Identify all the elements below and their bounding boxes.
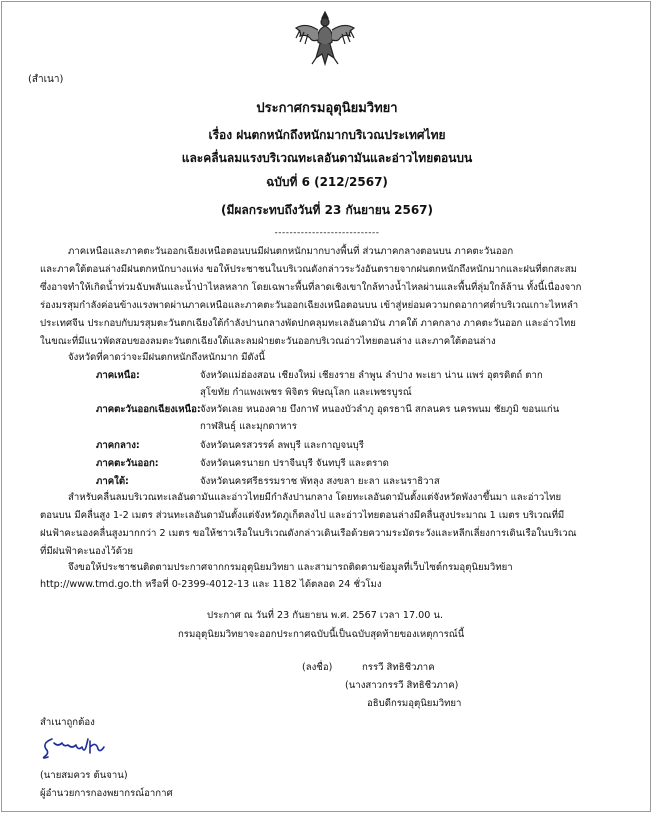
final-announcement-note: กรมอุตุนิยมวิทยาจะออกประกาศฉบับนี้เป็นฉบับสุดท้ายของเหตุการณ์นี้ (178, 629, 465, 640)
announcement-subject-line-1: เรื่อง ฝนตกหนักถึงหนักมากบริเวณประเทศไทย (208, 128, 446, 142)
signed-prefix: (ลงชื่อ) (302, 662, 333, 673)
marine-line-3: ฝนฟ้าคะนองคลื่นสูงมากกว่า 2 เมตร ขอให้ชาวเรือในบริเวณดังกล่าวเดินเรือด้วยความระมัดระวังและหลีกเลี่ยงการเดินเรือในบริเวณ (40, 528, 577, 539)
region-label: ภาคกลาง: (96, 440, 140, 451)
region-provinces: จังหวัดนครศรีธรรมราช พัทลุง สงขลา ยะลา และนราธิวาส (200, 476, 440, 487)
marine-line-2: ตอนบน มีคลื่นสูง 1-2 เมตร ส่วนทะเลอันดามันตั้งแต่จังหวัดภูเก็ตลงไป และอ่าวไทยตอนล่างมีคลื่นสูงประมาณ 1 เมตร บริเวณที่มี (40, 510, 565, 521)
signed-name: กรรวี สิทธิชีวภาค (362, 662, 435, 673)
region-provinces: จังหวัดเลย หนองคาย บึงกาฬ หนองบัวลำภู อุดรธานี สกลนคร นครพนม ชัยภูมิ ขอนแก่น (200, 404, 560, 415)
region-provinces: สุโขทัย กำแพงเพชร พิจิตร พิษณุโลก และเพชรบูรณ์ (200, 387, 412, 398)
region-provinces: จังหวัดนครนายก ปราจีนบุรี จันทบุรี และตราด (200, 458, 389, 469)
effective-date: (มีผลกระทบถึงวันที่ 23 กันยายน 2567) (220, 203, 434, 217)
separator-line: ---------------------------- (274, 228, 380, 238)
region-provinces: จังหวัดนครสวรรค์ ลพบุรี และกาญจนบุรี (200, 440, 364, 451)
certified-copy-label: สำเนาถูกต้อง (40, 717, 95, 728)
issue-number: ฉบับที่ 6 (212/2567) (266, 175, 388, 189)
region-label: ภาคตะวันออก: (96, 458, 159, 469)
intro-line-3: ซึ่งอาจทำให้เกิดน้ำท่วมฉับพลันและน้ำป่าไหลหลาก โดยเฉพาะพื้นที่ลาดเชิงเขาใกล้ทางน้ำไหลผ่านและพื้นที่ลุ่มใกล้ล้าน ทั้งนี้เนื่องจาก (40, 282, 582, 293)
handwritten-signature (38, 733, 118, 763)
announcement-agency: ประกาศกรมอุตุนิยมวิทยา (256, 101, 398, 116)
garuda-emblem-icon (292, 8, 358, 68)
region-label: ภาคตะวันออกเฉียงเหนือ: (96, 404, 201, 415)
intro-line-6: ในขณะที่มีแนวพัดสอบของลมตะวันตกเฉียงใต้และลมฝ่ายตะวันออกบริเวณอ่าวไทยตอนล่าง และภาคใต้ตอนล่าง (40, 336, 496, 347)
marine-line-1: สำหรับคลื่นลมบริเวณทะเลอันดามันและอ่าวไทยมีกำลังปานกลาง โดยทะเลอันดามันตั้งแต่จังหวัดพังงาขึ้นมา และอ่าวไทย (68, 492, 562, 503)
intro-line-2: และภาคใต้ตอนล่างมีฝนตกหนักบางแห่ง ขอให้ประชาชนในบริเวณดังกล่าวระวังอันตรายจากฝนตกหนักถึงหนักมากและฝนที่ตกสะสม (40, 264, 577, 275)
copy-label: (สำเนา) (28, 74, 64, 85)
region-provinces: กาฬสินธุ์ และมุกดาหาร (200, 421, 297, 432)
region-label: ภาคใต้: (96, 476, 129, 487)
region-provinces: จังหวัดแม่ฮ่องสอน เชียงใหม่ เชียงราย ลำพูน ลำปาง พะเยา น่าน แพร่ อุตรดิตถ์ ตาก (200, 370, 543, 381)
announcement-date: ประกาศ ณ วันที่ 23 กันยายน พ.ศ. 2567 เวลา 17.00 น. (207, 610, 443, 621)
signatory-full-name: (นางสาวกรรวี สิทธิชีวภาค) (345, 680, 459, 691)
contact-line-1: จึงขอให้ประชาชนติดตามประกาศจากกรมอุตุนิยมวิทยา และสามารถติดตามข้อมูลที่เว็บไซต์กรมอุตุนิยมวิทยา (68, 562, 513, 573)
region-label: ภาคเหนือ: (96, 370, 140, 381)
contact-line-2: http://www.tmd.go.th หรือที่ 0-2399-4012-13 และ 1182 ได้ตลอด 24 ชั่วโมง (40, 579, 382, 590)
certifier-position: ผู้อำนวยการกองพยากรณ์อากาศ (40, 788, 173, 799)
signatory-position: อธิบดีกรมอุตุนิยมวิทยา (367, 698, 462, 709)
forecast-intro: จังหวัดที่คาดว่าจะมีฝนตกหนักถึงหนักมาก มีดังนี้ (68, 352, 265, 363)
intro-line-4: ร่องมรสุมกำลังค่อนข้างแรงพาดผ่านภาคเหนือและภาคตะวันออกเฉียงเหนือตอนบน เข้าสู่หย่อมความกดอากาศต่ำบริเวณเกาะไหหลำ (40, 300, 579, 311)
announcement-subject-line-2: และคลื่นลมแรงบริเวณทะเลอันดามันและอ่าวไทยตอนบน (181, 151, 473, 165)
marine-line-4: ที่มีฝนฟ้าคะนองไว้ด้วย (40, 546, 134, 557)
certifier-name: (นายสมควร ต้นจาน) (40, 770, 128, 781)
intro-line-5: ประเทศจีน ประกอบกับมรสุมตะวันตกเฉียงใต้กำลังปานกลางพัดปกคลุมทะเลอันดามัน ภาคใต้ ภาคกลาง ภาคตะวันออก และอ่าวไทย (40, 318, 576, 329)
intro-line-1: ภาคเหนือและภาคตะวันออกเฉียงเหนือตอนบนมีฝนตกหนักมากบางพื้นที่ ส่วนภาคกลางตอนบน ภาคตะวันออก (68, 246, 514, 257)
